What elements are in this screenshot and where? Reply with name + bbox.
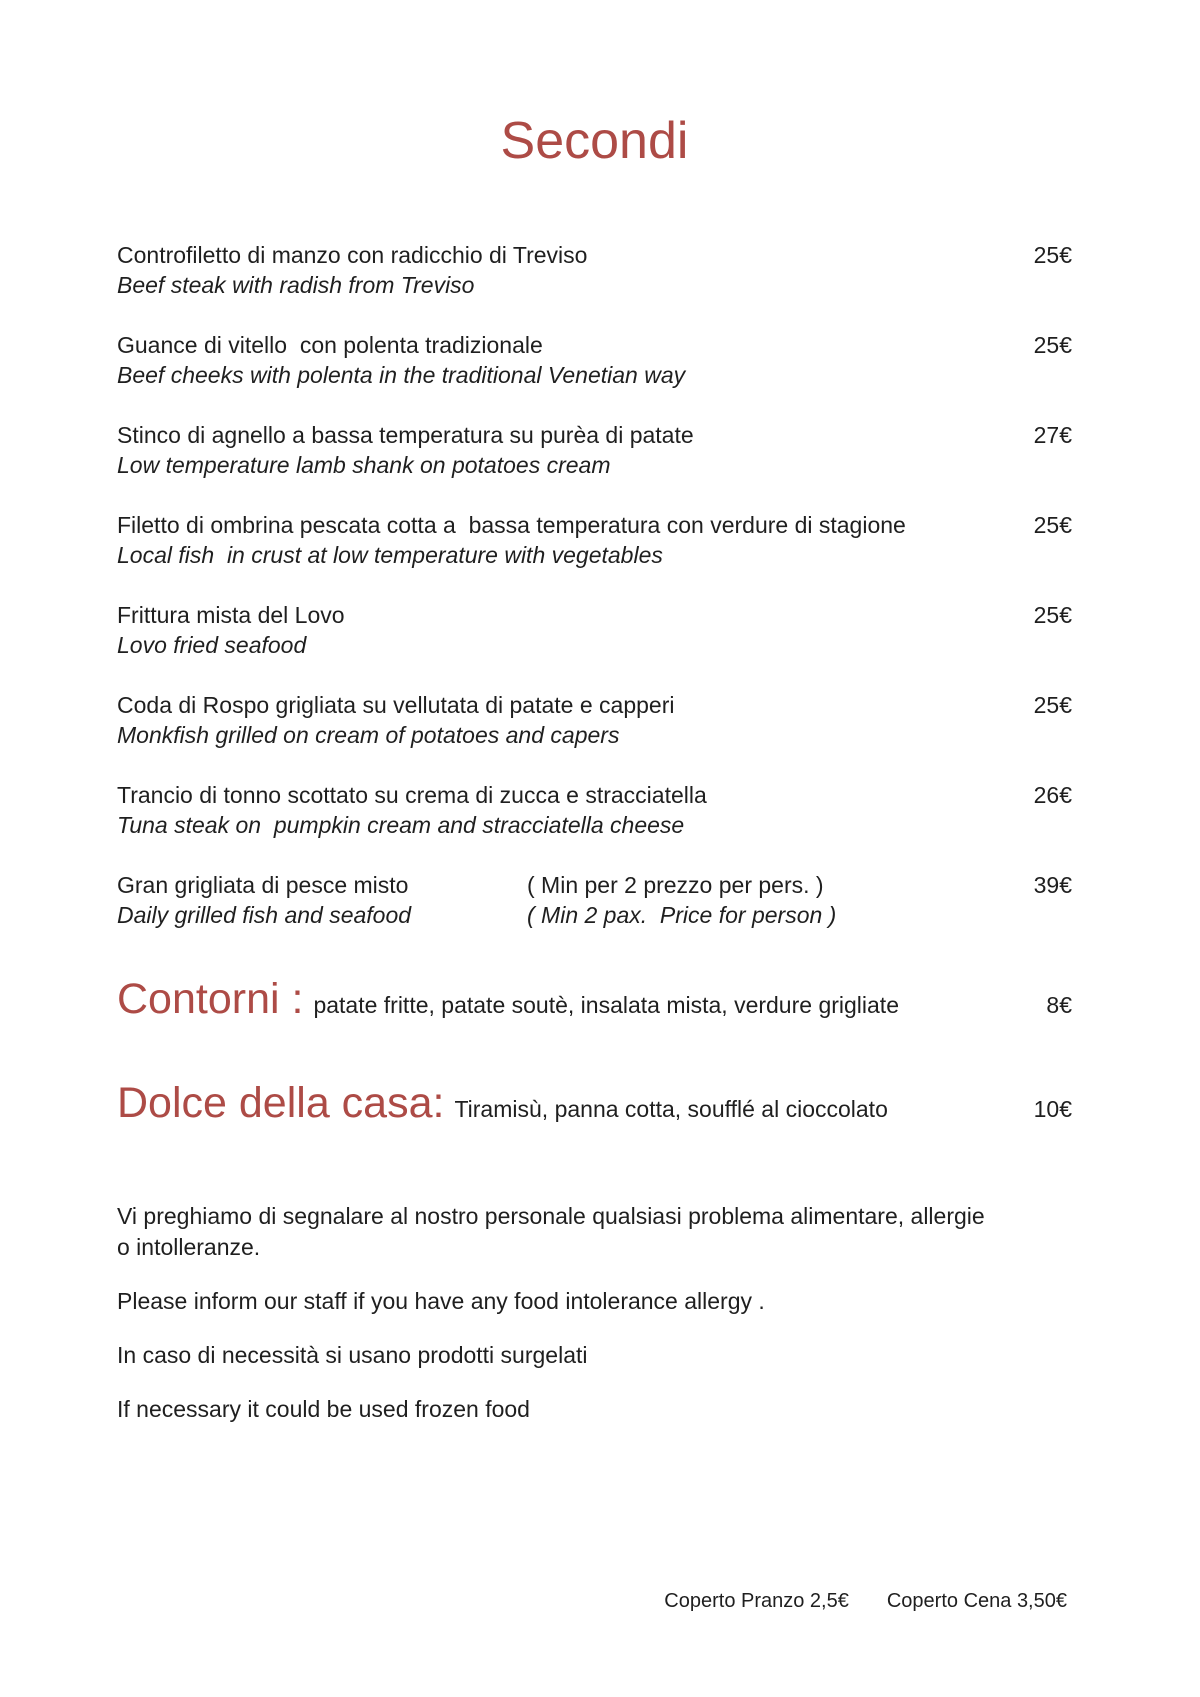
item-line-english [117,810,1072,840]
item-price: 39€ [1033,872,1072,898]
item-translation: Tuna steak on pumpkin cream and stracciatella cheese [117,812,685,838]
item-price: 25€ [1033,602,1072,628]
item-line-english [117,450,1072,480]
item-name: Controfiletto di manzo con radicchio di Treviso [117,242,588,268]
menu-item [117,690,1072,750]
item-price: 25€ [1033,692,1072,718]
item-line-italian [117,510,1072,540]
item-translation: Beef steak with radish from Treviso [117,272,475,298]
menu-item [117,420,1072,480]
section-dolce [117,1079,1072,1127]
item-translation: Local fish in crust at low temperature with vegetables [117,542,663,568]
item-line-italian [117,330,1072,360]
item-note: ( Min per 2 prezzo per pers. ) [527,872,824,898]
allergy-note-english: Please inform our staff if you have any food intolerance allergy . [117,1288,765,1314]
menu-item [117,240,1072,300]
menu-item [117,600,1072,660]
item-price: 25€ [1033,242,1072,268]
item-line-english [117,720,1072,750]
item-note-translation: ( Min 2 pax. Price for person ) [527,902,837,928]
item-line-english [117,360,1072,390]
menu-item [117,510,1072,570]
allergy-note-italian: Vi preghiamo di segnalare al nostro personale qualsiasi problema alimentare, allergie o intolleranze. [117,1203,992,1260]
section-price: 10€ [1033,1096,1072,1122]
section-heading: Contorni : [117,975,304,1023]
item-name: Trancio di tonno scottato su crema di zucca e stracciatella [117,782,707,808]
item-price: 25€ [1033,332,1072,358]
item-translation: Daily grilled fish and seafood [117,902,412,928]
notes-block [117,1201,1072,1425]
page-title: Secondi [500,112,689,170]
item-name: Gran grigliata di pesce misto [117,872,409,898]
item-name: Stinco di agnello a bassa temperatura su purèa di patate [117,422,694,448]
item-line-italian [117,600,1072,630]
item-name: Coda di Rospo grigliata su vellutata di patate e capperi [117,692,675,718]
cover-charge-line [0,1588,1067,1614]
item-translation: Monkfish grilled on cream of potatoes and capers [117,722,620,748]
item-price: 25€ [1033,512,1072,538]
item-line-italian [117,690,1072,720]
cover-charge-dinner: Coperto Cena 3,50€ [886,1590,1067,1612]
menu-item-list [117,240,1072,930]
item-translation: Low temperature lamb shank on potatoes cream [117,452,611,478]
section-heading: Dolce della casa: [117,1079,445,1127]
section-contorni [117,975,1072,1023]
item-name: Filetto di ombrina pescata cotta a bassa temperatura con verdure di stagione [117,512,906,538]
cover-charge-lunch: Coperto Pranzo 2,5€ [664,1590,849,1612]
item-line-english [117,900,1072,930]
frozen-note-english: If necessary it could be used frozen food [117,1396,530,1422]
item-line-english [117,540,1072,570]
section-description: patate fritte, patate soutè, insalata mista, verdure grigliate [313,992,899,1018]
item-price: 26€ [1033,782,1072,808]
menu-item [117,870,1072,930]
item-line-english [117,630,1072,660]
item-translation: Lovo fried seafood [117,632,307,658]
section-description: Tiramisù, panna cotta, soufflé al cioccolato [454,1096,888,1122]
section-price: 8€ [1046,992,1072,1018]
item-line-italian [117,870,1072,900]
item-line-italian [117,420,1072,450]
item-translation: Beef cheeks with polenta in the traditional Venetian way [117,362,686,388]
frozen-note-italian: In caso di necessità si usano prodotti surgelati [117,1342,588,1368]
item-line-english [117,270,1072,300]
item-name: Guance di vitello con polenta tradizionale [117,332,543,358]
item-line-italian [117,780,1072,810]
menu-item [117,330,1072,390]
item-name: Frittura mista del Lovo [117,602,345,628]
item-line-italian [117,240,1072,270]
menu-item [117,780,1072,840]
item-price: 27€ [1033,422,1072,448]
